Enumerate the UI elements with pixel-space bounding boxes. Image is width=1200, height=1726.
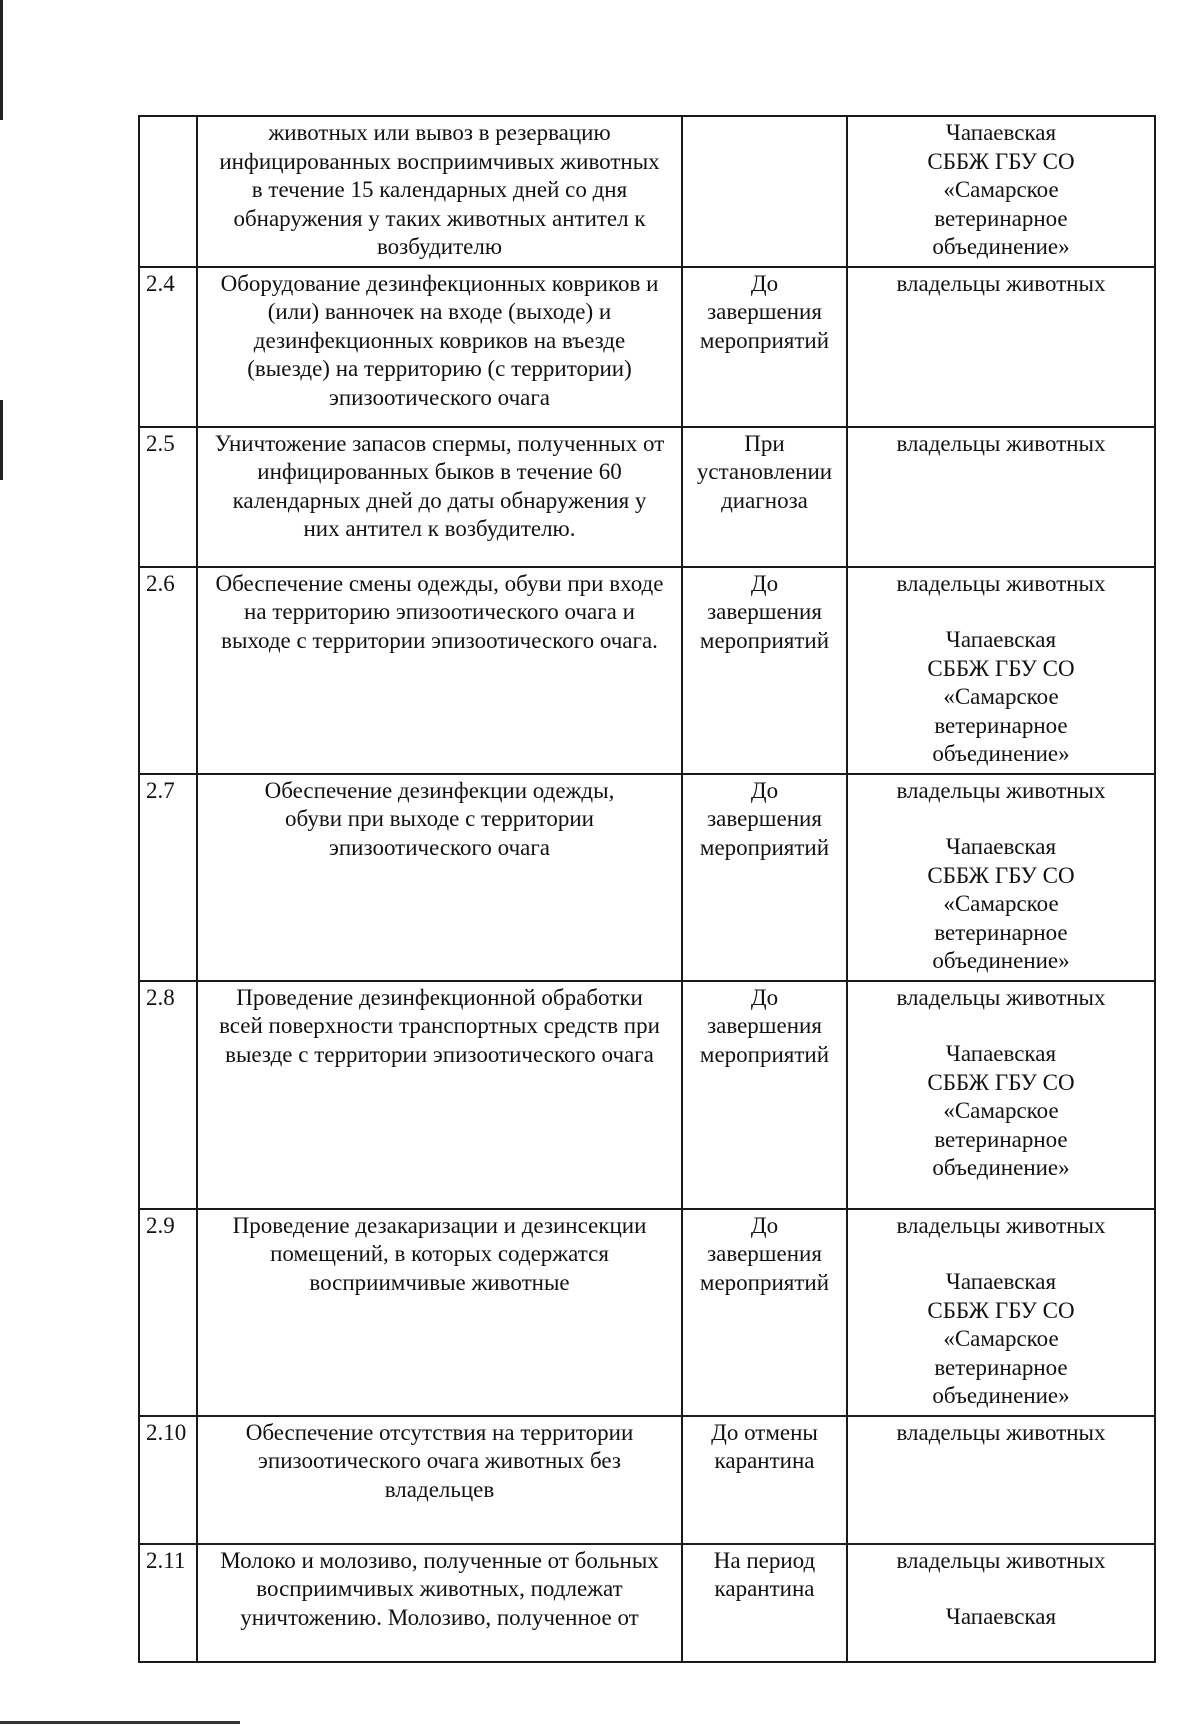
responsible-org-line: Чапаевская: [945, 834, 1057, 860]
spacer: [854, 598, 1148, 626]
responsible-org-line: объединение»: [932, 1383, 1070, 1409]
responsible-org-line: СББЖ ГБУ СО: [927, 862, 1075, 888]
table-row: [139, 981, 1155, 1209]
measure-description: [197, 1544, 682, 1662]
measure-text-line: на территорию эпизоотического очага и: [244, 599, 635, 625]
responsible-org-line: «Самарское: [943, 891, 1059, 917]
measure-term: [682, 267, 847, 427]
responsible-owner: владельцы животных: [896, 984, 1106, 1010]
measure-text-line: дезинфекционных ковриков на въезде: [253, 327, 626, 353]
responsible-owner: владельцы животных: [896, 430, 1106, 456]
measure-text-line: обуви при выходе с территории: [285, 806, 594, 832]
measure-text-line: Обеспечение отсутствия на территории: [245, 1419, 634, 1445]
term-text-line: установлении: [696, 459, 833, 485]
measure-text-line: Оборудование дезинфекционных ковриков и: [220, 270, 659, 296]
term-text-line: мероприятий: [699, 834, 830, 860]
measures-table: [138, 115, 1156, 1663]
row-number: 2.11: [139, 1544, 197, 1662]
measure-text-line: эпизоотического очага: [329, 384, 550, 410]
responsible-party: [847, 1209, 1155, 1416]
responsible-org-line: Чапаевская: [945, 1269, 1057, 1295]
row-number: 2.8: [139, 981, 197, 1209]
measure-term: [682, 981, 847, 1209]
responsible-owner: владельцы животных: [896, 777, 1106, 803]
table-row: [139, 774, 1155, 981]
measure-description: [197, 981, 682, 1209]
term-text-line: На период: [713, 1547, 816, 1573]
spacer: [854, 1575, 1148, 1603]
responsible-party: [847, 567, 1155, 774]
responsible-owner: владельцы животных: [896, 1419, 1106, 1445]
spacer: [854, 1240, 1148, 1268]
measure-description: [197, 774, 682, 981]
measure-text-line: возбудителю: [376, 234, 503, 260]
measure-text-line: Проведение дезакаризации и дезинсекции: [232, 1212, 647, 1238]
measure-text-line: в течение 15 календарных дней со дня: [251, 177, 628, 203]
measure-text-line: Проведение дезинфекционной обработки: [236, 984, 643, 1010]
term-text-line: карантина: [714, 1448, 815, 1474]
term-text-line: завершения: [707, 1241, 822, 1267]
responsible-party: [847, 1544, 1155, 1662]
table-row: [139, 427, 1155, 567]
term-text-line: До: [750, 984, 779, 1010]
table-row: [139, 116, 1155, 267]
responsible-party: [847, 981, 1155, 1209]
term-text-line: При: [744, 430, 785, 456]
responsible-owner: владельцы животных: [896, 1212, 1106, 1238]
measure-text-line: выходе с территории эпизоотического очага.: [221, 627, 658, 653]
measure-text-line: Обеспечение дезинфекции одежды,: [264, 777, 615, 803]
scan-edge-mark: [0, 1721, 240, 1724]
responsible-org-line: СББЖ ГБУ СО: [927, 655, 1075, 681]
measure-term: [682, 774, 847, 981]
responsible-org-line: Чапаевская: [945, 120, 1057, 145]
responsible-org-line: ветеринарное: [934, 1354, 1068, 1380]
measure-description: [197, 267, 682, 427]
row-number: 2.9: [139, 1209, 197, 1416]
term-text-line: карантина: [714, 1576, 815, 1602]
measure-text-line: восприимчивых животных, подлежат: [256, 1576, 623, 1602]
term-text-line: мероприятий: [699, 1041, 830, 1067]
term-text-line: завершения: [707, 1013, 822, 1039]
table-row: [139, 267, 1155, 427]
measure-text-line: восприимчивые животные: [309, 1269, 570, 1295]
measure-term: [682, 116, 847, 267]
term-text-line: До отмены: [711, 1419, 818, 1445]
measure-text-line: эпизоотического очага животных без: [258, 1448, 621, 1474]
term-text-line: мероприятий: [699, 1269, 830, 1295]
responsible-org-line: объединение»: [932, 1155, 1070, 1181]
responsible-org-line: «Самарское: [943, 684, 1059, 710]
term-text-line: До: [750, 1212, 779, 1238]
measure-text-line: календарных дней до даты обнаружения у: [232, 487, 647, 513]
measure-text-line: (выезде) на территорию (с территории): [247, 356, 632, 382]
measure-text-line: помещений, в которых содержатся: [270, 1241, 609, 1267]
row-number: [139, 116, 197, 267]
term-text-line: До: [750, 270, 779, 296]
responsible-org-line: ветеринарное: [934, 712, 1068, 738]
responsible-org-line: «Самарское: [943, 1326, 1059, 1352]
responsible-org-line: СББЖ ГБУ СО: [927, 1297, 1075, 1323]
responsible-party: [847, 116, 1155, 267]
row-number: 2.6: [139, 567, 197, 774]
table-row: [139, 1416, 1155, 1544]
spacer: [854, 805, 1148, 833]
measure-text-line: Уничтожение запасов спермы, полученных от: [214, 430, 665, 456]
responsible-org-line: СББЖ ГБУ СО: [927, 1069, 1075, 1095]
responsible-org-line: Чапаевская: [945, 1604, 1057, 1630]
measure-term: [682, 427, 847, 567]
measure-text-line: уничтожению. Молозиво, полученное от: [240, 1604, 639, 1630]
responsible-org-line: ветеринарное: [934, 1126, 1068, 1152]
measure-text-line: инфицированных быков в течение 60: [257, 459, 622, 485]
measure-description: [197, 427, 682, 567]
responsible-party: [847, 267, 1155, 427]
responsible-party: [847, 774, 1155, 981]
measure-text-line: Молоко и молозиво, полученные от больных: [220, 1547, 659, 1573]
responsible-party: [847, 427, 1155, 567]
row-number: 2.10: [139, 1416, 197, 1544]
table-row: [139, 1544, 1155, 1662]
term-text-line: мероприятий: [699, 327, 830, 353]
responsible-org-line: объединение»: [932, 741, 1070, 767]
responsible-owner: владельцы животных: [896, 570, 1106, 596]
measure-text-line: владельцев: [384, 1476, 495, 1502]
measure-term: [682, 1416, 847, 1544]
spacer: [854, 1012, 1148, 1040]
responsible-org-line: Чапаевская: [945, 627, 1057, 653]
responsible-owner: владельцы животных: [896, 1547, 1106, 1573]
table-row: [139, 567, 1155, 774]
responsible-org-line: объединение»: [932, 234, 1070, 260]
measure-text-line: всей поверхности транспортных средств при: [219, 1013, 660, 1039]
responsible-org-line: СББЖ ГБУ СО: [927, 148, 1075, 174]
term-text-line: До: [750, 570, 779, 596]
term-text-line: завершения: [707, 299, 822, 325]
row-number: 2.7: [139, 774, 197, 981]
measure-text-line: Обеспечение смены одежды, обуви при входе: [215, 570, 664, 596]
measure-text-line: обнаружения у таких животных антител к: [233, 205, 646, 231]
measure-description: [197, 567, 682, 774]
table-row: [139, 1209, 1155, 1416]
row-number: 2.4: [139, 267, 197, 427]
row-number: 2.5: [139, 427, 197, 567]
responsible-org-line: «Самарское: [943, 177, 1059, 203]
measure-description: [197, 1209, 682, 1416]
term-text-line: завершения: [707, 806, 822, 832]
measure-term: [682, 1544, 847, 1662]
term-text-line: мероприятий: [699, 627, 830, 653]
measure-text-line: (или) ванночек на входе (выходе) и: [267, 299, 612, 325]
measure-term: [682, 567, 847, 774]
scan-edge-mark: [0, 0, 3, 120]
scan-edge-mark: [0, 400, 3, 480]
responsible-owner: владельцы животных: [896, 270, 1106, 296]
measure-description: [197, 1416, 682, 1544]
responsible-org-line: ветеринарное: [934, 205, 1068, 231]
responsible-org-line: объединение»: [932, 948, 1070, 974]
measure-text-line: выезде с территории эпизоотического очага: [225, 1041, 654, 1067]
measure-text-line: животных или вывоз в резервацию: [268, 120, 611, 145]
responsible-org-line: Чапаевская: [945, 1041, 1057, 1067]
measure-description: [197, 116, 682, 267]
term-text-line: До: [750, 777, 779, 803]
responsible-org-line: «Самарское: [943, 1098, 1059, 1124]
term-text-line: диагноза: [721, 487, 808, 513]
responsible-org-line: ветеринарное: [934, 919, 1068, 945]
term-text-line: завершения: [707, 599, 822, 625]
measure-text-line: эпизоотического очага: [329, 834, 550, 860]
responsible-party: [847, 1416, 1155, 1544]
measure-term: [682, 1209, 847, 1416]
measure-text-line: них антител к возбудителю.: [303, 516, 576, 542]
measure-text-line: инфицированных восприимчивых животных: [219, 148, 660, 174]
